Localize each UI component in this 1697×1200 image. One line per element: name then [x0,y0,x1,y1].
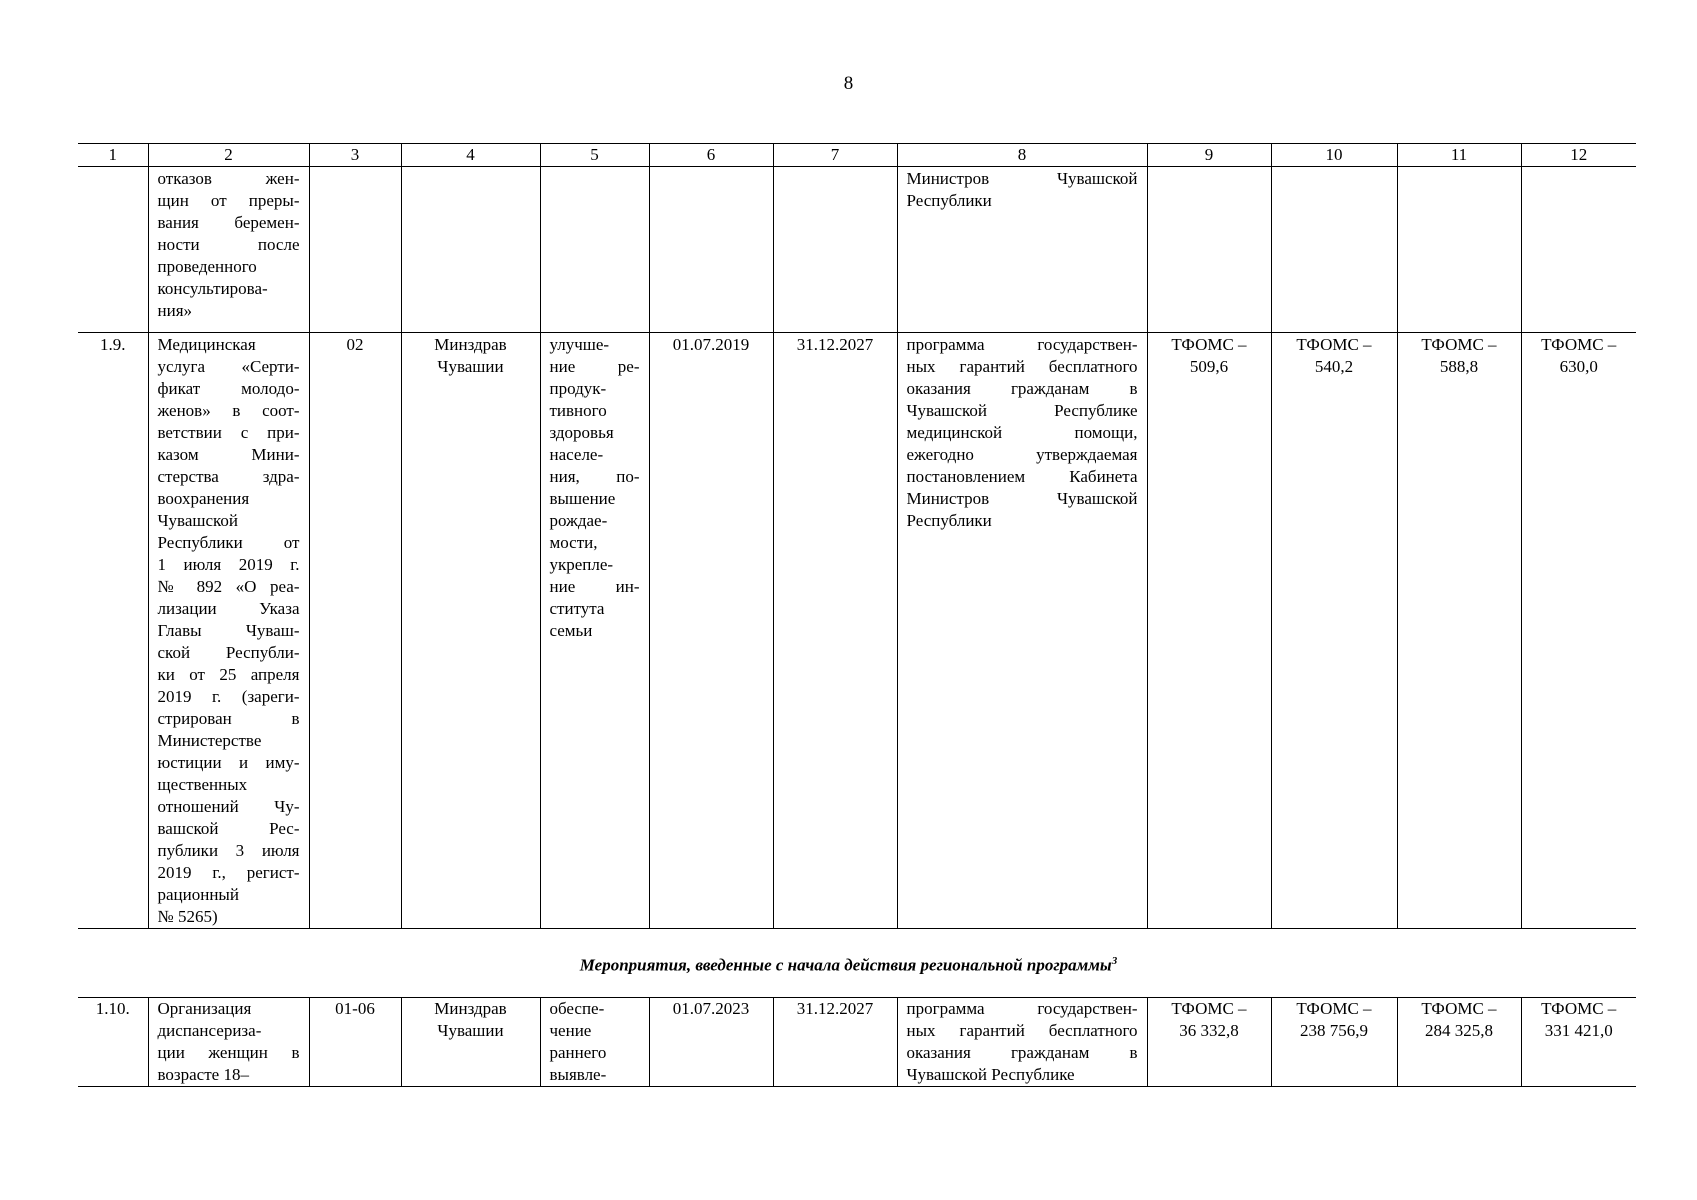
header-cell: 2 [148,144,309,167]
cell-text-line: ТФОМС – [1296,999,1372,1018]
cell-text-line: оказания гражданам в [906,1043,1138,1062]
cell-text-line: обеспе- [549,999,605,1018]
header-cell: 12 [1521,144,1636,167]
header-cell: 4 [401,144,540,167]
cell-text-line: здоровья [549,423,614,442]
footnote-marker: 3 [1111,955,1118,967]
empty-cell [773,167,897,333]
code-cell: 02 [309,333,401,929]
cell-text-line: 630,0 [1559,357,1598,376]
end-date-cell: 31.12.2027 [773,333,897,929]
legal-basis-cell [897,998,1147,1087]
code-cell: 01-06 [309,998,401,1087]
cell-text-line: ных гарантий бесплатного [906,357,1138,376]
header-cell: 10 [1271,144,1397,167]
empty-cell [1397,167,1521,333]
cell-text-line: публики 3 июля [157,841,300,860]
financing-cell [1147,333,1271,929]
measure-description-cell [148,333,309,929]
financing-cell [1271,998,1397,1087]
cell-text-line: Чувашской Республике [906,1065,1075,1084]
cell-text-line: рационный [157,885,239,904]
start-date-cell: 01.07.2023 [649,998,773,1087]
cell-text-line: 540,2 [1314,357,1354,376]
cell-text-line: ния» [157,301,193,320]
cell-text-line: ние ре- [549,357,640,376]
cell-text-line: вышение [549,489,616,508]
cell-text-line: тивного [549,401,607,420]
financing-cell [1521,998,1636,1087]
cell-text-line: Организация [157,999,252,1018]
cell-text-line: стерства здра- [157,467,300,486]
cell-text-line: услуга «Серти- [157,357,300,376]
cell-text-line: Республики от [157,533,300,552]
cell-text-line: Министров Чувашской [906,169,1138,188]
cell-text-line: постановлением Кабинета [906,467,1138,486]
page-number: 8 [843,73,854,94]
cell-text-line: 331 421,0 [1544,1021,1613,1040]
header-cell: 6 [649,144,773,167]
header-cell: 9 [1147,144,1271,167]
cell-text-line: ской Республи- [157,643,300,662]
cell-text-line: вашской Рес- [157,819,300,838]
cell-text-line: 509,6 [1189,357,1229,376]
cell-text-line: ТФОМС – [1421,335,1497,354]
cell-text-line: Чувашии [437,357,504,376]
cell-text-line: ТФОМС – [1541,999,1617,1018]
cell-text-line: фикат молодо- [157,379,300,398]
cell-text-line: консультирова- [157,279,268,298]
cell-text-line: отношений Чу- [157,797,300,816]
cell-text-line: лизации Указа [157,599,300,618]
header-cell: 7 [773,144,897,167]
cell-text-line: Чувашской Республике [906,401,1138,420]
cell-text-line: семьи [549,621,593,640]
empty-cell [309,167,401,333]
row-number-cell: 1.9. [78,333,148,929]
cell-text-line: юстиции и иму- [157,753,300,772]
cell-text-line: 36 332,8 [1179,1021,1239,1040]
cell-text-line: 2019 г. (зареги- [157,687,300,706]
financing-cell [1397,998,1521,1087]
cell-text-line: 284 325,8 [1425,1021,1493,1040]
expected-result-cell [540,333,649,929]
cell-text-line: стрирован в [157,709,300,728]
cell-text-line: Минздрав [434,999,507,1018]
empty-cell [1271,167,1397,333]
cell-text-line: 1 июля 2019 г. [157,555,300,574]
cell-text-line: укрепле- [549,555,614,574]
end-date-cell: 31.12.2027 [773,998,897,1087]
cell-text-line: щин от преры- [157,191,300,210]
main-table [78,143,1636,929]
start-date-cell: 01.07.2019 [649,333,773,929]
cell-text-line: оказания гражданам в [906,379,1138,398]
cell-text-line: ветствии с при- [157,423,300,442]
cell-text-line: Медицинская [157,335,256,354]
cell-text-line: ки от 25 апреля [157,665,300,684]
financing-cell [1147,998,1271,1087]
cell-text-line: возрасте 18– [157,1065,249,1084]
cell-text-line: ТФОМС – [1171,999,1247,1018]
cell-text-line: диспансериза- [157,1021,262,1040]
cell-text-line: медицинской помощи, [906,423,1138,442]
cell-text-line: Республики [906,511,992,530]
empty-cell [78,167,148,333]
cell-text-line: ние ин- [549,577,640,596]
cell-text-line: № 892 «О реа- [157,577,300,596]
cell-text-line: выявле- [549,1065,607,1084]
cell-text-line: программа государствен- [906,999,1138,1018]
cell-text-line: ния, по- [549,467,640,486]
executor-cell [401,998,540,1087]
empty-cell [540,167,649,333]
cell-text-line: продук- [549,379,607,398]
cell-text-line: рождае- [549,511,608,530]
table-row [78,998,1636,1087]
cell-text-line: воохранения [157,489,250,508]
cell-text-line: Чувашской [157,511,239,530]
section-heading-text: Мероприятия, введенные с начала действия региональной программы [579,955,1112,975]
cell-text-line: № 5265) [157,907,218,926]
header-cell: 1 [78,144,148,167]
cell-text-line: женов» в соот- [157,401,300,420]
cell-text-line: ститута [549,599,605,618]
cell-text-line: чение [549,1021,592,1040]
header-cell: 3 [309,144,401,167]
cell-text-line: улучше- [549,335,610,354]
cell-text-line: 2019 г., регист- [157,863,300,882]
cell-text-line: щественных [157,775,248,794]
header-cell: 5 [540,144,649,167]
second-table [78,997,1636,1087]
cell-text-line: ТФОМС – [1296,335,1372,354]
header-cell: 8 [897,144,1147,167]
cell-text-line: вания беремен- [157,213,300,232]
cell-text-line: ТФОМС – [1541,335,1617,354]
cell-text-line: программа государствен- [906,335,1138,354]
measure-description-cell [148,167,309,333]
cell-text-line: мости, [549,533,598,552]
section-heading [0,950,1697,977]
legal-basis-cell [897,333,1147,929]
cell-text-line: 588,8 [1439,357,1479,376]
row-number-cell: 1.10. [78,998,148,1087]
financing-cell [1521,333,1636,929]
cell-text-line: ции женщин в [157,1043,300,1062]
table-header-row [78,144,1636,167]
cell-text-line: ТФОМС – [1171,335,1247,354]
cell-text-line: Республики [906,191,992,210]
cell-text-line: Министров Чувашской [906,489,1138,508]
expected-result-cell [540,998,649,1087]
cell-text-line: ТФОМС – [1421,999,1497,1018]
cell-text-line: ных гарантий бесплатного [906,1021,1138,1040]
executor-cell [401,333,540,929]
cell-text-line: ности после [157,235,300,254]
cell-text-line: 238 756,9 [1300,1021,1368,1040]
empty-cell [1521,167,1636,333]
empty-cell [401,167,540,333]
cell-text-line: отказов жен- [157,169,300,188]
measure-description-cell [148,998,309,1087]
empty-cell [1147,167,1271,333]
continuation-row [78,167,1636,333]
cell-text-line: населе- [549,445,604,464]
cell-text-line: раннего [549,1043,607,1062]
cell-text-line: ежегодно утверждаемая [906,445,1138,464]
cell-text-line: Минздрав [434,335,507,354]
financing-cell [1271,333,1397,929]
financing-cell [1397,333,1521,929]
header-cell: 11 [1397,144,1521,167]
cell-text-line: казом Мини- [157,445,300,464]
legal-basis-cell [897,167,1147,333]
cell-text-line: Министерстве [157,731,262,750]
table-row [78,333,1636,929]
empty-cell [649,167,773,333]
cell-text-line: Главы Чуваш- [157,621,300,640]
cell-text-line: проведенного [157,257,257,276]
cell-text-line: Чувашии [437,1021,504,1040]
